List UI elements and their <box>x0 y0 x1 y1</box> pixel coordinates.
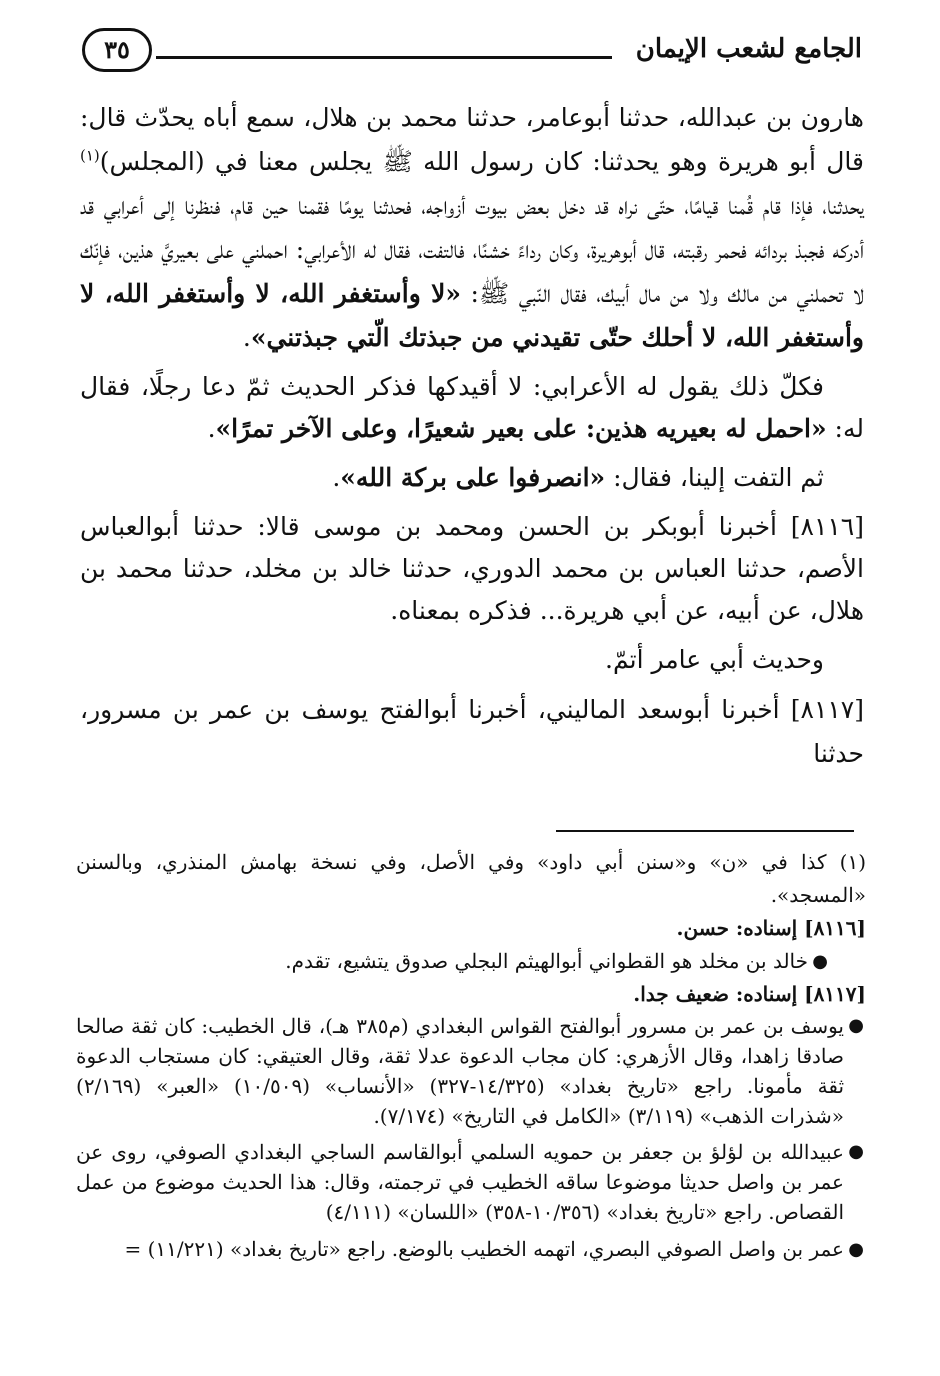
footnote-ref-1: (١) <box>80 146 100 165</box>
footnote-8116 <box>76 912 866 945</box>
footnote-divider <box>556 830 854 832</box>
hadith-quote: «لا وأستغفر الله، لا وأستغفر الله، لا وأستغفر الله، لا أحلك حتّى تقيدني من جبذتك الّتي جبذتني» <box>80 279 864 352</box>
turn-text: ثم التفت إلينا، فقال: <box>605 463 824 492</box>
footnote-1: (١) كذا في «ن» و«سنن أبي داود» وفي الأصل، وفي نسخة بهامش المنذري، وبالسنن «المسجد». <box>76 850 866 907</box>
paragraph-turn <box>80 456 864 500</box>
bullet-icon: ● <box>812 951 828 972</box>
footnote-8116-grade: حسن. <box>676 916 729 940</box>
narrator-khalid-text: خالد بن مخلد هو القطواني أبوالهيثم البجلي صدوق يتشيع، تقدم. <box>285 949 808 973</box>
footnote-narrator-khalid <box>76 945 830 978</box>
bullet-icon: ● <box>848 1239 864 1260</box>
continuation-end: . <box>207 414 216 443</box>
narrator-umar-text: عمر بن واصل الصوفي البصري، اتهمه الخطيب بالوضع. راجع «تاريخ بغداد» (١١/٢٢١) = <box>124 1237 844 1261</box>
footnotes <box>76 846 866 1266</box>
continuation-quote: «احمل له بعيريه هذين: على بعير شعيرًا، وعلى الآخر تمرًا» <box>215 414 827 443</box>
footnote-narrator-ubaidallah <box>76 1137 866 1227</box>
footnote-8117 <box>76 978 866 1011</box>
footnote-narrator-yusuf <box>76 1011 866 1131</box>
paragraph-8116: [٨١١٦] أخبرنا أبوبكر بن الحسن ومحمد بن موسى قالا: حدثنا أبوالعباس الأصم، حدثنا العباس بن محمد الدوري، حدثنا خالد بن مخلد، حدثنا محمد بن هلال، عن أبيه، عن أبي هريرة... فذكره بمعناه. <box>80 512 864 625</box>
header-rule <box>156 56 612 59</box>
hadith-text-1: هارون بن عبدالله، حدثنا أبوعامر، حدثنا محمد بن هلال، سمع أباه يحدّث قال: قال أبو هريرة وهو يحدثنا: كان رسول الله ﷺ يجلس معنا في (المجلس) <box>80 103 864 176</box>
footnote-narrator-umar <box>76 1233 866 1266</box>
hadith-end: . <box>242 323 251 352</box>
main-text <box>80 96 864 776</box>
bullet-icon: ● <box>848 1141 864 1162</box>
footnote-8116-label: [٨١١٦] إسناده: <box>728 916 866 940</box>
bullet-icon: ● <box>848 1015 864 1036</box>
paragraph-abu-amir: وحديث أبي عامر أتمّ. <box>605 645 824 674</box>
narrator-yusuf-text: يوسف بن عمر بن مسرور أبوالفتح القواس البغدادي (م٣٨٥ هـ)، قال الخطيب: كان ثقة صالحا صادقا زاهدا، وقال الأزهري: كان مجاب الدعوة عدلا ثقة، وقال العتيقي: كان مستجاب الدعوة ثقة مأمونا. راجع «تاريخ بغداد» (١٤/٣٢٥-٣٢٧) «الأنساب» (١٠/٥٠٩) «العبر» (٢/١٦٩) «شذرات الذهب» (٣/١١٩) «الكامل في التاريخ» (٧/١٧٤). <box>76 1014 845 1128</box>
turn-quote: «انصرفوا على بركة الله» <box>340 463 606 492</box>
narrator-ubaidallah-text: عبيدالله بن لؤلؤ بن جعفر بن حمويه السلمي أبوالقاسم الساجي البغدادي الصوفي، روى عن عمر بن واصل حديثا موضوعا ساقه الخطيب في ترجمته، وقال: هذا الحديث موضوع من عمل القصاص. راجع «تاريخ بغداد» (١٠/٣٥٦-٣٥٨) «اللسان» (٤/١١١) <box>76 1140 844 1224</box>
running-header <box>82 26 862 84</box>
paragraph-8117: [٨١١٧] أخبرنا أبوسعد الماليني، أخبرنا أبوالفتح يوسف بن عمر بن مسرور، حدثنا <box>80 695 864 768</box>
page-number: ٣٥ <box>82 28 152 72</box>
paragraph-hadith <box>80 96 864 360</box>
paragraph-continuation <box>80 366 864 450</box>
turn-end: . <box>332 463 341 492</box>
footnote-8117-label: [٨١١٧] إسناده: <box>728 982 866 1006</box>
continuation-text: فكلّ ذلك يقول له الأعرابي: لا أقيدكها فذكر الحديث ثمّ دعا رجلًا، فقال له: <box>80 372 864 443</box>
hadith-text-2: يحدثنا، فإذا قام قُمنا قيامًا، حتّى نراه قد دخل بعض بيوت أزواجه، فحدثنا يومًا فقمنا حين قام، فنظرنا إلى أعرابي قد أدركه فجبذ بردائه فحمر رقبته، قال أبوهريرة، وكان رداءً خشنًا، فالتفت، فقال له الأعرابي: احملني على بعيريَّ هذين، فإنّك لا تحملني من مالك ولا من مال أبيك، فقال النّبي ﷺ: <box>80 191 865 308</box>
book-title: الجامع لشعب الإيمان <box>635 34 862 64</box>
footnote-8117-grade: ضعيف جدا. <box>633 982 729 1006</box>
